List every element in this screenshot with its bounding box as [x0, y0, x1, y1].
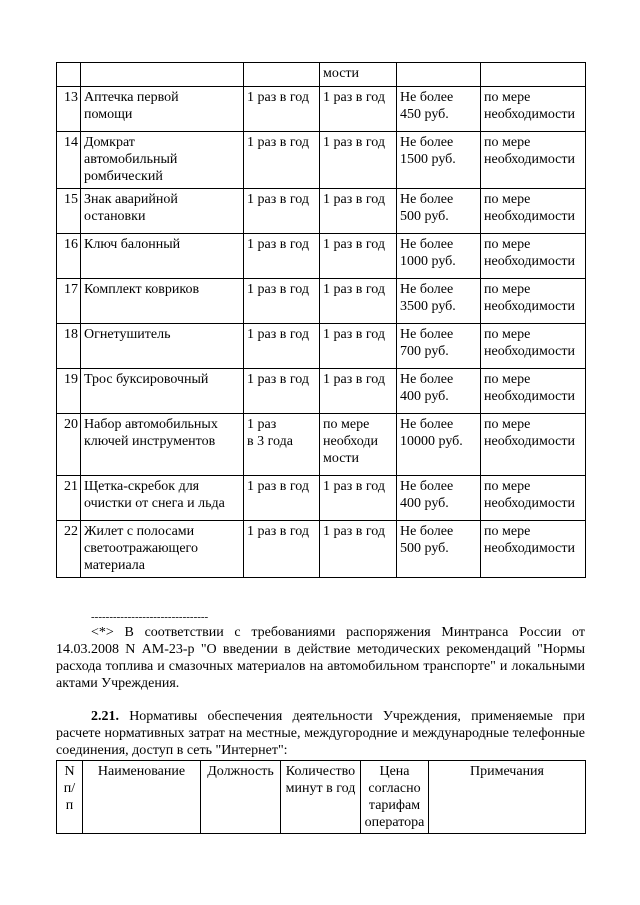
- telephony-table: [56, 760, 586, 834]
- item-name: Комплект ковриков: [81, 279, 244, 324]
- item-note: по мере необходимости: [481, 521, 586, 578]
- item-replacement: 1 раз в год: [320, 132, 397, 189]
- item-name: Набор автомобильных ключей инструментов: [81, 414, 244, 476]
- item-price: Не более 400 руб.: [397, 476, 481, 521]
- header-cell-number: N п/ п: [57, 761, 83, 834]
- item-number: 21: [57, 476, 81, 521]
- item-number: 15: [57, 189, 81, 234]
- item-number: 19: [57, 369, 81, 414]
- item-replacement: по мере необходи мости: [320, 414, 397, 476]
- table-header-row: [57, 761, 586, 834]
- table-cell: [481, 63, 586, 87]
- item-note: по мере необходимости: [481, 279, 586, 324]
- item-name: Знак аварийной остановки: [81, 189, 244, 234]
- item-replacement: 1 раз в год: [320, 324, 397, 369]
- item-note: по мере необходимости: [481, 234, 586, 279]
- table-row-continuation: [57, 63, 586, 87]
- item-note: по мере необходимости: [481, 324, 586, 369]
- table-row: [57, 369, 586, 414]
- item-note: по мере необходимости: [481, 132, 586, 189]
- item-name: Аптечка первой помощи: [81, 87, 244, 132]
- header-cell-position: Должность: [201, 761, 281, 834]
- header-cell-notes: Примечания: [429, 761, 586, 834]
- item-number: 18: [57, 324, 81, 369]
- table-row: [57, 87, 586, 132]
- item-frequency: 1 раз в год: [244, 189, 320, 234]
- item-price: Не более 1000 руб.: [397, 234, 481, 279]
- table-cell: [397, 63, 481, 87]
- section-paragraph: [56, 708, 585, 759]
- item-name: Щетка-скребок для очистки от снега и льда: [81, 476, 244, 521]
- section-number: 2.21.: [91, 709, 119, 724]
- table-cell: мости: [320, 63, 397, 87]
- item-note: по мере необходимости: [481, 414, 586, 476]
- item-number: 22: [57, 521, 81, 578]
- item-number: 20: [57, 414, 81, 476]
- item-replacement: 1 раз в год: [320, 279, 397, 324]
- item-price: Не более 10000 руб.: [397, 414, 481, 476]
- item-number: 16: [57, 234, 81, 279]
- footnote-text: <*> В соответствии с требованиями распоряжения Минтранса России от 14.03.2008 N АМ-23-р "О введении в действие методических рекомендаций "Нормы расхода топлива и смазочных материалов на автомобильном транспорте" и локальными актами Учреждения.: [56, 625, 585, 691]
- item-replacement: 1 раз в год: [320, 476, 397, 521]
- table-row: [57, 414, 586, 476]
- table-cell: [81, 63, 244, 87]
- item-note: по мере необходимости: [481, 369, 586, 414]
- item-frequency: 1 раз в год: [244, 234, 320, 279]
- item-name: Домкрат автомобильный ромбический: [81, 132, 244, 189]
- item-price: Не более 500 руб.: [397, 189, 481, 234]
- item-name: Ключ балонный: [81, 234, 244, 279]
- item-replacement: 1 раз в год: [320, 189, 397, 234]
- item-replacement: 1 раз в год: [320, 369, 397, 414]
- item-name: Жилет с полосами светоотражающего материала: [81, 521, 244, 578]
- table-row: [57, 189, 586, 234]
- item-number: 13: [57, 87, 81, 132]
- item-price: Не более 700 руб.: [397, 324, 481, 369]
- table-cell: [57, 63, 81, 87]
- item-frequency: 1 раз в год: [244, 279, 320, 324]
- item-frequency: 1 раз в год: [244, 87, 320, 132]
- item-price: Не более 3500 руб.: [397, 279, 481, 324]
- item-number: 17: [57, 279, 81, 324]
- footnote-separator: --------------------------------: [91, 611, 209, 623]
- item-frequency: 1 раз в год: [244, 476, 320, 521]
- item-frequency: 1 раз в год: [244, 132, 320, 189]
- table-row: [57, 132, 586, 189]
- item-note: по мере необходимости: [481, 189, 586, 234]
- table-cell: [244, 63, 320, 87]
- item-price: Не более 1500 руб.: [397, 132, 481, 189]
- item-note: по мере необходимости: [481, 87, 586, 132]
- item-replacement: 1 раз в год: [320, 87, 397, 132]
- table-row: [57, 234, 586, 279]
- table-row: [57, 476, 586, 521]
- item-price: Не более 400 руб.: [397, 369, 481, 414]
- item-name: Трос буксировочный: [81, 369, 244, 414]
- item-frequency: 1 раз в год: [244, 369, 320, 414]
- supplies-table: [56, 62, 586, 578]
- header-cell-price: Цена согласно тарифам оператора: [361, 761, 429, 834]
- item-replacement: 1 раз в год: [320, 521, 397, 578]
- item-frequency: 1 раз в год: [244, 521, 320, 578]
- item-price: Не более 500 руб.: [397, 521, 481, 578]
- item-replacement: 1 раз в год: [320, 234, 397, 279]
- header-cell-minutes: Количество минут в год: [281, 761, 361, 834]
- item-price: Не более 450 руб.: [397, 87, 481, 132]
- table-row: [57, 521, 586, 578]
- table-row: [57, 324, 586, 369]
- item-number: 14: [57, 132, 81, 189]
- item-name: Огнетушитель: [81, 324, 244, 369]
- table-row: [57, 279, 586, 324]
- header-cell-name: Наименование: [83, 761, 201, 834]
- item-frequency: 1 раз в 3 года: [244, 414, 320, 476]
- section-text: Нормативы обеспечения деятельности Учреждения, применяемые при расчете нормативных затрат на местные, междугородние и международные телефонные соединения, доступ в сеть "Интернет":: [56, 709, 585, 758]
- item-note: по мере необходимости: [481, 476, 586, 521]
- item-frequency: 1 раз в год: [244, 324, 320, 369]
